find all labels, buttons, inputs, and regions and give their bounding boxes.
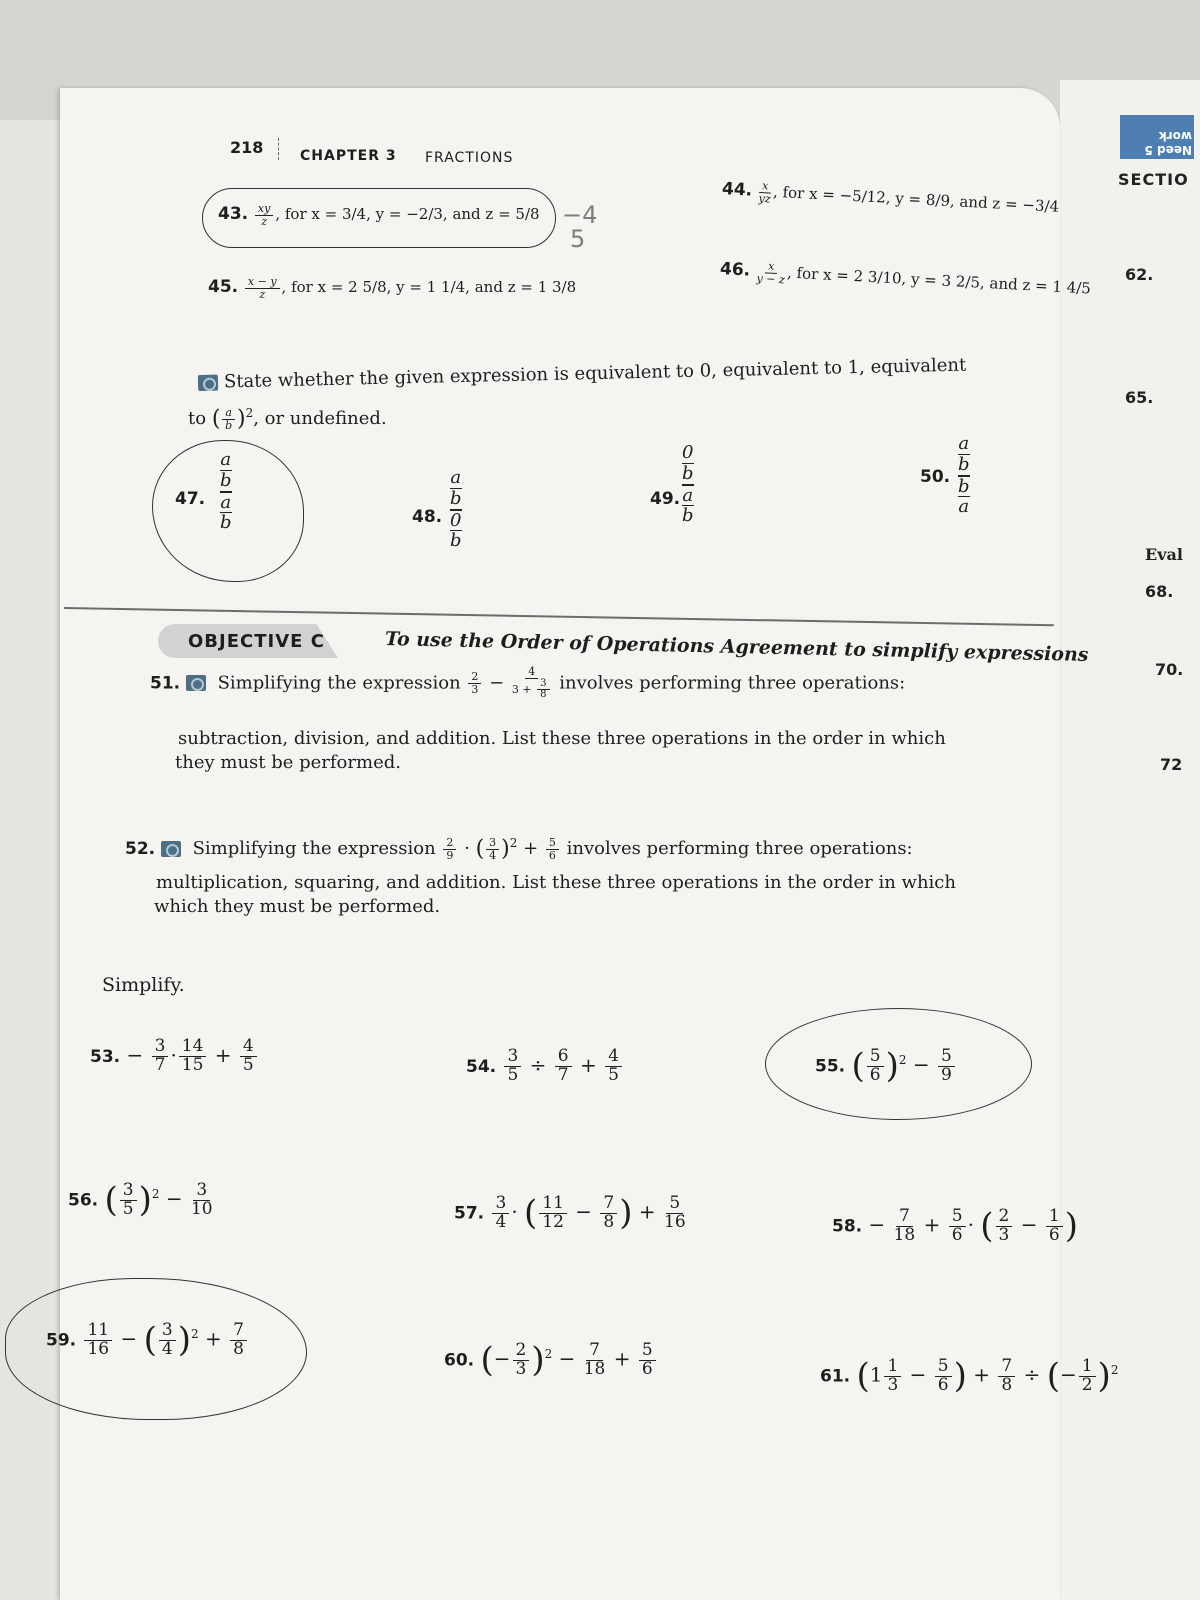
expression-fraction: $\frac{3}{4}$ (486, 837, 499, 861)
expression-fraction: $\frac{3}{5}$ (120, 1182, 137, 1219)
exercise-50 (920, 466, 950, 487)
state-instruction-line2: to ( $\frac{a}{b}$ )$^2$, or undefined. (188, 405, 387, 432)
exercise-text: , for x = −5/12, y = 8/9, and z = −3/4 (772, 182, 1060, 216)
instruction-text: to (188, 408, 207, 429)
a-over-b-fraction: $\frac{a}{b}$ (222, 407, 235, 431)
exercise-number: 50. (920, 467, 951, 487)
exercise-48 (412, 506, 442, 527)
expression-fraction: $\frac{x - y}{z}$ (245, 276, 280, 300)
section-rule (64, 607, 1054, 626)
expression-fraction: $\frac{3}{10}$ (190, 1179, 213, 1219)
textbook-page (46, 88, 1119, 1600)
exercise-number: 47. (175, 489, 206, 509)
expression-fraction: $\frac{2}{3}$ (513, 1342, 530, 1379)
expression-fraction: $\frac{5}{6}$ (867, 1048, 884, 1085)
right-page-item: 72 (1160, 755, 1183, 774)
exercise-text: they must be performed. (175, 752, 401, 773)
exercise-number: 46. (719, 259, 751, 281)
handwritten-numerator: −4 (562, 201, 598, 229)
expression-fraction: $\frac{7}{8}$ (600, 1195, 617, 1232)
expression-fraction: $\frac{5}{9}$ (938, 1048, 955, 1085)
expression-fraction: $\frac{3}{5}$ (504, 1048, 521, 1085)
fraction-part: b (958, 475, 970, 497)
expression-fraction: $\frac{4}{5}$ (240, 1038, 257, 1075)
header-divider (278, 138, 280, 160)
fraction-part: 0 (682, 442, 694, 463)
exercise-number: 56. (68, 1190, 99, 1211)
exercise-54: 54. $\frac{3}{5}$ ÷ $\frac{6}{7}$ + $\frac{4}{5}$ (466, 1048, 624, 1085)
exercise-text: subtraction, division, and addition. List these three operations in the order in which (178, 728, 946, 749)
expression-fraction: $\frac{3}{7}$ (152, 1038, 169, 1075)
exercise-number: 55. (815, 1056, 846, 1077)
right-page-section: SECTIO (1118, 170, 1189, 189)
fraction-part: b (958, 453, 970, 475)
exercise-text: Simplifying the expression (217, 672, 461, 694)
right-page-item: 68. (1145, 582, 1174, 601)
exercise-text: , for x = 3/4, y = −2/3, and z = 5/8 (275, 205, 540, 224)
objective-label: OBJECTIVE C (188, 631, 325, 652)
exercise-number: 61. (820, 1366, 851, 1387)
exercise-61: 61. (1 $\frac{1}{3}$ − $\frac{5}{6}$ ) + $\frac{7}{8}$ ÷ (− $\frac{1}{2}$ )$^2$ (820, 1355, 1119, 1396)
complex-fraction (682, 443, 694, 526)
exercise-46 (719, 258, 1091, 301)
fraction-part: a (958, 433, 970, 454)
concept-icon (186, 675, 206, 691)
exercise-47 (175, 488, 205, 509)
concept-icon (161, 841, 181, 857)
expression-fraction: $\frac{1}{6}$ (1046, 1208, 1063, 1245)
exercise-58: 58. − $\frac{7}{18}$ + $\frac{5}{6}$ · ( $\frac{2}{3}$ − $\frac{1}{6}$ ) (832, 1205, 1078, 1246)
exercise-number: 44. (721, 179, 753, 201)
exercise-60: 60. (− $\frac{2}{3}$ )$^2$ − $\frac{7}{18}$ + $\frac{5}{6}$ (444, 1340, 658, 1380)
complex-fraction (220, 450, 232, 533)
expression-fraction: $\frac{5}{6}$ (639, 1342, 656, 1379)
exercise-number: 49. (650, 489, 681, 509)
expression-fraction: $\frac{7}{18}$ (893, 1205, 916, 1245)
instruction-text: , or undefined. (253, 408, 387, 429)
fraction-part: a (682, 484, 694, 506)
expression-fraction: $\frac{2}{3}$ (468, 671, 481, 695)
expression-fraction: $\frac{14}{15}$ (179, 1038, 207, 1075)
fraction-part: b (682, 462, 694, 484)
expression-fraction: $\frac{5}{6}$ (546, 837, 559, 861)
exercise-text: which they must be performed. (154, 896, 441, 917)
exercise-number: 51. (150, 673, 181, 694)
right-page-tab-text: work (1158, 129, 1192, 143)
exercise-text: , for x = 2 3/10, y = 3 2/5, and z = 1 4/5 (786, 263, 1092, 298)
exercise-57: 57. $\frac{3}{4}$ · ( $\frac{11}{12}$ − $\frac{7}{8}$ ) + $\frac{5}{16}$ (454, 1192, 686, 1233)
expression-fraction: $\frac{5}{6}$ (935, 1358, 952, 1395)
complex-fraction (450, 468, 462, 551)
exercise-text: multiplication, squaring, and addition. List these three operations in the order in which (156, 872, 956, 893)
expression-fraction: $\frac{x}{y - z}$ (756, 259, 786, 286)
right-page-item: 65. (1125, 388, 1154, 407)
exercise-number: 48. (412, 507, 443, 527)
fraction-part: a (220, 449, 232, 470)
fraction-part: b (450, 487, 462, 509)
concept-icon (198, 375, 218, 391)
expression-fraction: $\frac{2}{3}$ (996, 1208, 1013, 1245)
expression-fraction: $\frac{7}{18}$ (583, 1339, 606, 1379)
exercise-text: involves performing three operations: (566, 838, 913, 859)
handwritten-answer (562, 203, 597, 251)
right-page-tab-text: Need 5 (1144, 143, 1192, 157)
exercise-53: 53. − $\frac{3}{7}$ · $\frac{14}{15}$ + $\frac{4}{5}$ (90, 1038, 259, 1075)
expression-fraction: $\frac{4}{5}$ (605, 1048, 622, 1085)
exercise-55: 55. ( $\frac{5}{6}$ )$^2$ − $\frac{5}{9}$ (815, 1046, 957, 1086)
expression-fraction: $\frac{2}{9}$ (443, 837, 456, 861)
handwritten-denominator: 5 (570, 225, 586, 253)
state-instruction (198, 355, 967, 393)
expression-fraction: $\frac{3}{4}$ (492, 1195, 509, 1232)
right-page-tab (1120, 115, 1194, 159)
exercise-number: 52. (125, 839, 156, 859)
expression-fraction: 4 3 + $\frac{3}{8}$ (512, 666, 552, 701)
expression-fraction: $\frac{11}{12}$ (539, 1195, 567, 1232)
exercise-45 (208, 276, 576, 300)
expression-fraction: $\frac{5}{16}$ (664, 1192, 686, 1232)
chapter-label: CHAPTER 3 (300, 148, 397, 164)
fraction-part: a (958, 496, 970, 518)
expression-fraction: $\frac{1}{3}$ (884, 1358, 901, 1395)
chapter-title: FRACTIONS (425, 150, 514, 166)
expression-fraction: $\frac{6}{7}$ (555, 1048, 572, 1085)
complex-fraction (958, 434, 970, 517)
expression-fraction: $\frac{x}{yz}$ (758, 179, 771, 206)
fraction-part: b (682, 505, 694, 527)
expression-fraction: $\frac{7}{8}$ (998, 1358, 1015, 1395)
right-page-item: 62. (1125, 265, 1154, 284)
right-page-eval: Eval (1145, 545, 1183, 564)
expression-fraction: $\frac{3}{4}$ (159, 1322, 176, 1359)
exercise-49 (650, 488, 680, 509)
exercise-44 (721, 178, 1059, 220)
expression-fraction: $\frac{5}{6}$ (949, 1208, 966, 1245)
exercise-number: 43. (218, 204, 249, 225)
fraction-part: b (220, 469, 232, 491)
exercise-56: 56. ( $\frac{3}{5}$ )$^2$ − $\frac{3}{10}$ (68, 1179, 213, 1220)
exercise-43 (218, 203, 540, 227)
instruction-line: State whether the given expression is equivalent to 0, equivalent to 1, equivalent (223, 354, 967, 393)
exercise-number: 57. (454, 1203, 485, 1224)
fraction-part: b (450, 530, 462, 552)
expression-fraction: $\frac{11}{16}$ (84, 1322, 112, 1359)
fraction-part: b (220, 512, 232, 534)
exercise-text: involves performing three operations: (559, 672, 906, 694)
exercise-text: , for x = 2 5/8, y = 1 1/4, and z = 1 3/8 (281, 278, 577, 297)
exercise-59: 59. $\frac{11}{16}$ − ( $\frac{3}{4}$ )$^2$ + $\frac{7}{8}$ (46, 1320, 249, 1360)
exercise-number: 54. (466, 1056, 497, 1077)
fraction-part: a (450, 467, 462, 488)
simplify-label: Simplify. (102, 974, 185, 996)
exercise-number: 45. (208, 277, 239, 298)
exercise-text: Simplifying the expression (192, 838, 436, 859)
exercise-number: 60. (444, 1350, 475, 1371)
objective-title: To use the Order of Operations Agreement to simplify expressions (384, 628, 1089, 666)
fraction-part: a (220, 491, 232, 513)
expression-fraction: $\frac{7}{8}$ (230, 1322, 247, 1359)
expression-fraction: $\frac{xy}{z}$ (255, 203, 273, 227)
exercise-52: 52. Simplifying the expression $\frac{2}{9}$ · ( $\frac{3}{4}$ )$^2$ + $\frac{5}{6}$ involves performing three operations: (125, 835, 913, 862)
exercise-51: 51. Simplifying the expression $\frac{2}{3}$ − 4 3 + $\frac{3}{8}$ involves performing three operations: (150, 665, 906, 701)
expression-fraction: $\frac{1}{2}$ (1079, 1358, 1096, 1395)
exercise-number: 53. (90, 1046, 121, 1067)
fraction-part: 0 (450, 509, 462, 531)
page-number: 218 (230, 138, 264, 157)
right-page-item: 70. (1155, 660, 1184, 679)
exercise-number: 59. (46, 1330, 77, 1351)
exercise-number: 58. (832, 1216, 863, 1237)
